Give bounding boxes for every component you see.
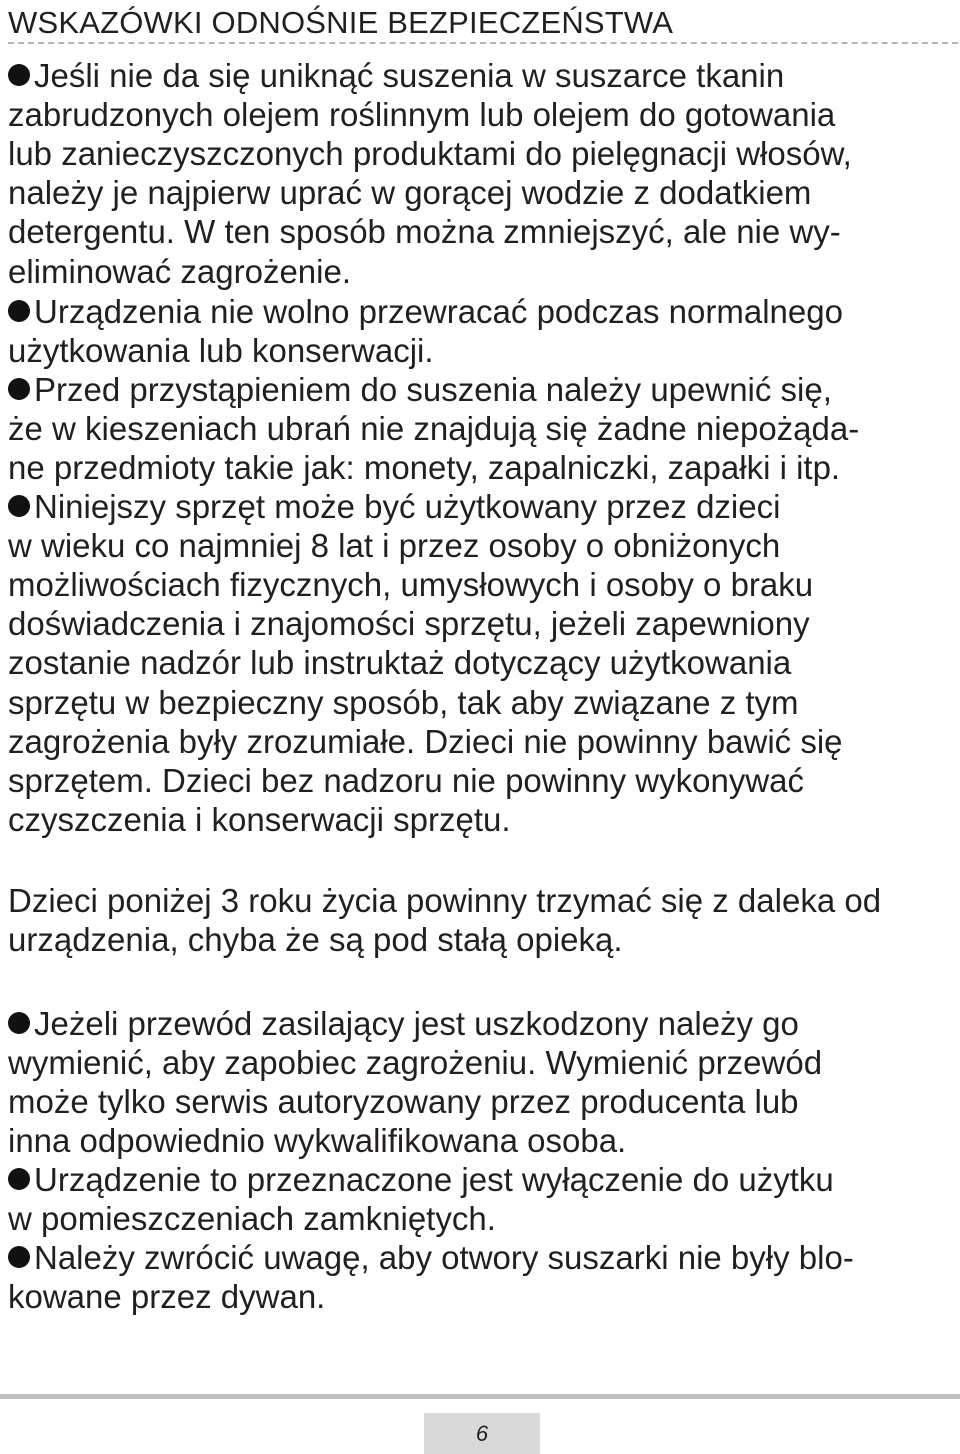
line-text: doświadczenia i znajomości sprzętu, jeżeli zapewniony [8,605,810,643]
text-line [8,292,843,331]
bullet-icon [8,64,30,86]
bullet-icon [8,495,30,517]
text-line [8,409,859,448]
footer-divider [0,1394,960,1399]
line-text: eliminować zagrożenie. [8,252,352,290]
line-text: należy je najpierw uprać w gorącej wodzie z dodatkiem [8,174,812,212]
text-line [8,1004,799,1043]
text-line [8,1160,834,1199]
line-text: wymienić, aby zapobiec zagrożeniu. Wymienić przewód [8,1044,823,1082]
text-line [8,331,434,370]
text-line [8,722,843,761]
line-text: detergentu. W ten sposób można zmniejszyć, ale nie wy- [8,213,841,251]
line-text: sprzętem. Dzieci bez nadzoru nie powinny wykonywać [8,761,805,799]
text-line [8,448,840,487]
text-line [8,1043,822,1082]
text-line [8,173,811,212]
line-text: Niniejszy sprzęt może być użytkowany przez dzieci [34,488,781,525]
line-text: w pomieszczeniach zamkniętych. [8,1200,496,1238]
bullet-icon [8,378,30,400]
line-text: w wieku co najmniej 8 lat i przez osoby o obniżonych [8,527,781,565]
line-text: że w kieszeniach ubrań nie znajdują się żadne niepożąda- [8,410,860,448]
text-line [8,1121,626,1160]
text-line [8,212,841,251]
text-line [8,565,813,604]
text-line [8,1199,496,1238]
bullet-icon [8,1246,30,1268]
text-line [8,1277,325,1316]
line-text: ne przedmioty takie jak: monety, zapalniczki, zapałki i itp. [8,449,841,487]
text-line [8,800,511,839]
text-line [8,370,832,409]
line-text: Urządzenia nie wolno przewracać podczas normalnego [34,293,843,330]
text-line [8,604,810,643]
text-line [8,683,799,722]
line-text: Jeżeli przewód zasilający jest uszkodzony należy go [34,1005,799,1042]
line-text: możliwościach fizycznych, umysłowych i osoby o braku [8,566,814,604]
line-text: inna odpowiednio wykwalifikowana osoba. [8,1122,627,1160]
text-line [8,1082,799,1121]
line-text: Urządzenie to przeznaczone jest wyłączenie do użytku [34,1161,834,1198]
text-line [8,920,623,959]
line-text: Przed przystąpieniem do suszenia należy upewnić się, [34,371,832,408]
text-line [8,643,791,682]
line-text: sprzętu w bezpieczny sposób, tak aby związane z tym [8,683,799,721]
line-text: użytkowania lub konserwacji. [8,332,434,370]
text-line [8,56,784,95]
line-text: Należy zwrócić uwagę, aby otwory suszarki nie były blo- [34,1239,854,1276]
text-line [8,134,852,173]
text-line [8,95,835,134]
text-line [8,487,780,526]
page-number-box [424,1413,540,1454]
line-text: czyszczenia i konserwacji sprzętu. [8,800,511,838]
line-text: zabrudzonych olejem roślinnym lub olejem do gotowania [8,96,836,134]
text-line [8,1238,854,1277]
text-line [8,881,881,920]
section-heading: WSKAZÓWKI ODNOŚNIE BEZPIECZEŃSTWA [8,5,674,40]
text-line [8,252,351,291]
line-text: urządzenia, chyba że są pod stałą opieką. [8,921,623,959]
line-text: Jeśli nie da się uniknąć suszenia w suszarce tkanin [34,57,785,94]
text-line [8,526,780,565]
line-text: lub zanieczyszczonych produktami do pielęgnacji włosów, [8,135,852,173]
line-text: Dzieci poniżej 3 roku życia powinny trzymać się z daleka od [8,882,882,919]
line-text: zostanie nadzór lub instruktaż dotyczący użytkowania [8,644,792,682]
bullet-icon [8,1168,30,1190]
line-text: może tylko serwis autoryzowany przez producenta lub [8,1083,799,1121]
heading-divider [8,42,958,44]
line-text: kowane przez dywan. [8,1278,326,1316]
bullet-icon [8,300,30,322]
bullet-icon [8,1012,30,1034]
page-number: 6 [475,1421,489,1446]
line-text: zagrożenia były zrozumiałe. Dzieci nie powinny bawić się [8,722,843,760]
text-line [8,761,804,800]
